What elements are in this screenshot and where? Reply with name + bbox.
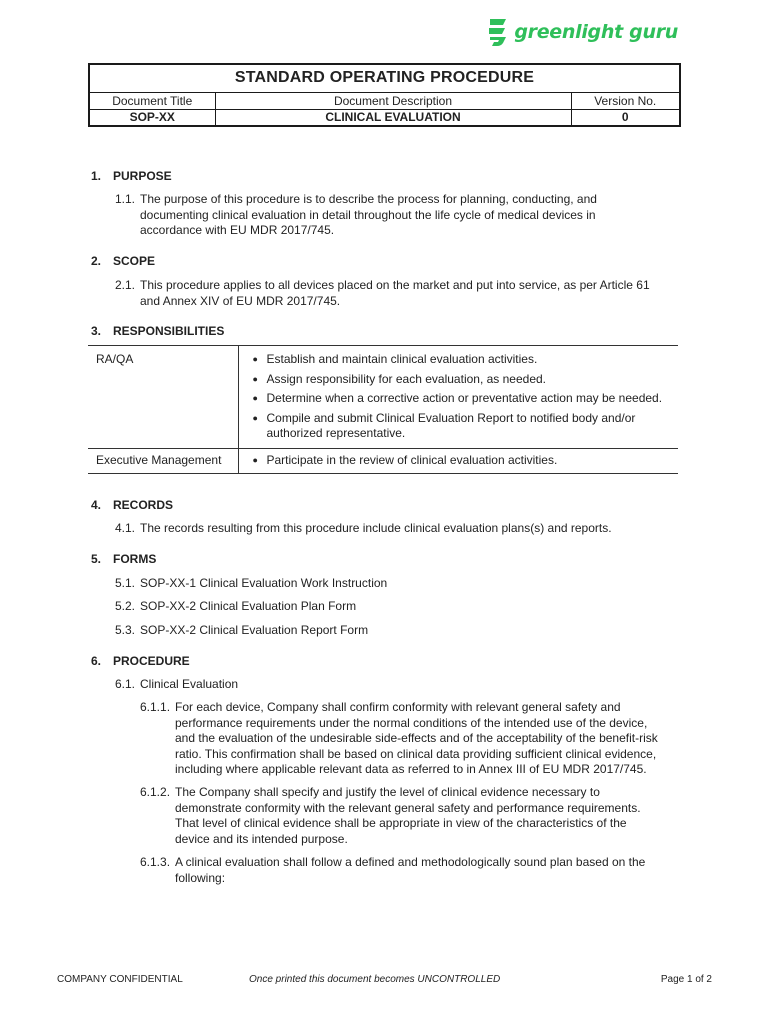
document-title-value: SOP-XX xyxy=(89,109,215,126)
version-value: 0 xyxy=(571,109,680,126)
logo-text: greenlight guru xyxy=(514,21,678,43)
list-item: ● Participate in the review of clinical evaluation activities. xyxy=(239,453,679,469)
footer-confidential: COMPANY CONFIDENTIAL xyxy=(57,974,183,985)
footer-uncontrolled-notice: Once printed this document becomes UNCONTROLLED xyxy=(249,974,501,985)
section-records-heading: 4. RECORDS xyxy=(91,498,174,512)
role-executive-management-duties xyxy=(238,448,678,474)
col-document-description: Document Description xyxy=(215,92,571,109)
scope-item: 2.1. This procedure applies to all devices placed on the market and put into service, as per Article 61 and Annex XIV of EU MDR 2017/745. xyxy=(115,278,650,308)
table-row xyxy=(88,346,678,449)
procedure-subitem: 6.1.2. The Company shall specify and justify the level of clinical evidence necessary to demonstrate conformity with the relevant general safety and performance requirements. That level of clinical evidence shall be appropriate in view of the characteristics of the device and its intended purpose. xyxy=(140,785,641,846)
col-version-no: Version No. xyxy=(571,92,680,109)
col-document-title: Document Title xyxy=(89,92,215,109)
list-item: ● Assign responsibility for each evaluation, as needed. xyxy=(239,372,679,388)
procedure-item: 6.1. Clinical Evaluation xyxy=(115,677,239,691)
form-item: 5.1. SOP-XX-1 Clinical Evaluation Work Instruction xyxy=(115,576,388,590)
role-executive-management: Executive Management xyxy=(88,448,238,474)
sop-title: STANDARD OPERATING PROCEDURE xyxy=(89,64,680,92)
purpose-item: 1.1. The purpose of this procedure is to describe the process for planning, conducting, and documenting clinical evaluation in detail throughout the life cycle of medical devices in accordance with EU MDR 2017/745. xyxy=(115,192,597,237)
section-procedure-heading: 6. PROCEDURE xyxy=(91,654,190,668)
list-item: ● Compile and submit Clinical Evaluation Report to notified body and/or authorized representative. xyxy=(239,411,679,442)
section-purpose-heading: 1. PURPOSE xyxy=(91,169,172,183)
section-responsibilities-heading: 3. RESPONSIBILITIES xyxy=(91,324,225,338)
document-header-table xyxy=(88,63,681,127)
footer-page-number: Page 1 of 2 xyxy=(660,974,712,985)
records-item: 4.1. The records resulting from this procedure include clinical evaluation plans(s) and reports. xyxy=(115,521,612,535)
role-ra-qa: RA/QA xyxy=(88,346,238,449)
form-item: 5.3. SOP-XX-2 Clinical Evaluation Report Form xyxy=(115,623,369,637)
list-item: ● Establish and maintain clinical evaluation activities. xyxy=(239,352,679,368)
logo xyxy=(486,16,678,48)
table-row xyxy=(88,448,678,474)
form-item: 5.2. SOP-XX-2 Clinical Evaluation Plan Form xyxy=(115,599,357,613)
responsibilities-table xyxy=(88,345,678,474)
section-forms-heading: 5. FORMS xyxy=(91,552,157,566)
procedure-subitem: 6.1.1. For each device, Company shall confirm conformity with relevant general safety and performance requirements under the normal conditions of the intended use of the device, and the evaluation of the undesirable side-effects and of the acceptability of the benefit-risk ratio. This confirmation shall be based on clinical data providing sufficient clinical evidence, including where applicable relevant data as referred to in Annex III of EU MDR 2017/745. xyxy=(140,700,658,776)
role-ra-qa-duties xyxy=(238,346,678,449)
document-description-value: CLINICAL EVALUATION xyxy=(215,109,571,126)
greenlight-guru-logo-icon xyxy=(486,16,510,48)
section-scope-heading: 2. SCOPE xyxy=(91,254,156,268)
list-item: ● Determine when a corrective action or preventative action may be needed. xyxy=(239,391,679,407)
procedure-subitem: 6.1.3. A clinical evaluation shall follow a defined and methodologically sound plan based on the following: xyxy=(140,855,646,885)
